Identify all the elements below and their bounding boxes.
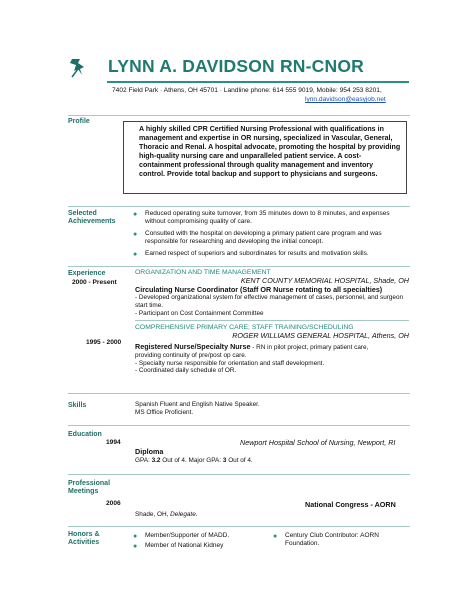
email-link[interactable]: lynn.davidson@easyjob.net [305,96,386,103]
job-detail: - Participant on Cost Containment Committee [135,309,264,317]
job-employer: KENT COUNTY MEMORIAL HOSPITAL, Shade, OH [240,276,409,285]
section-divider [68,425,410,426]
job-dates: 2000 - Present [72,279,117,286]
education-label: Education [68,431,102,438]
skills-label: Skills [68,402,87,409]
job-category: COMPREHENSIVE PRIMARY CARE; STAFF TRAINING/SCHEDULING [135,324,354,331]
profile-label: Profile [68,118,90,125]
school-name: Newport Hospital School of Nursing, Newport, RI [240,438,396,447]
bullet-icon: ● [273,533,278,540]
job-title: Circulating Nurse Coordinator (Staff OR Nurse rotating to all specialties) [135,285,383,294]
experience-label: Experience [68,270,106,277]
meeting-event: National Congress - AORN [305,500,396,509]
honors-list-left [131,532,261,554]
header-rule [107,81,409,83]
job-dates: 1995 - 2000 [86,339,122,346]
job-employer: ROGER WILLIAMS GENERAL HOSPITAL, Athens, OH [232,331,409,340]
skill-item: MS Office Proficient. [135,408,194,416]
job-detail: - Coordinated daily schedule of OR. [135,367,237,375]
bullet-icon: ● [133,543,138,551]
meeting-year: 2006 [106,500,121,507]
bullet-icon: ● [133,231,138,239]
profile-text: A highly skilled CPR Certified Nursing Professional with qualifications in management and expertise in OR nursing, specialized in Vascular, General, Thoracic and Renal. A hospital advocate, promoting the hospital by providing high-quality nursing care and unparalleled patient service. A cost-containment professional through quality management and inventory control. Provide total backup and support to physicians and surgeons. [139,125,401,178]
job-detail: providing continuity of pre/post op care. [135,351,247,359]
section-divider [68,474,410,475]
honors-list-right [271,532,409,552]
bullet-icon: ● [133,533,138,540]
job-entry [135,324,409,375]
section-divider [68,206,410,207]
job-title: Registered Nurse/Specialty Nurse [135,342,251,351]
pushpin-icon [68,57,90,79]
gpa-line: GPA: 3.2 Out of 4. Major GPA: 3 Out of 4. [135,457,253,464]
section-divider [68,115,410,116]
bullet-icon: ● [133,251,138,259]
list-item: ● Earned respect of superiors and subordinates for results and motivation skills. [133,250,369,259]
subsection-divider [135,320,409,321]
list-item: ● Century Club Contributor: AORN Foundation. [273,532,379,548]
skill-item: Spanish Fluent and English Native Speaker. [135,401,260,408]
job-entry [135,269,409,317]
section-divider [68,266,410,267]
degree: Diploma [135,447,164,456]
profile-box [123,121,407,194]
achievements-label: Selected Achievements [68,210,116,225]
resume-name: LYNN A. DAVIDSON RN-CNOR [108,56,364,76]
list-item: ● Consulted with the hospital on developing a primary patient care program and was responsible for researching and developing the initial concept. [133,230,382,246]
job-title-suffix: - RN in pilot project, primary patient care, [250,344,369,351]
bullet-icon: ● [133,211,138,218]
list-item: ● Member/Supporter of MADD. [133,532,230,540]
list-item: ● Reduced operating suite turnover, from 35 minutes down to 8 minutes, and expenses without compromising quality of care. [133,210,390,226]
section-divider [68,526,410,527]
contact-line: 7402 Field Park · Athens, OH 45701 · Landline phone: 614 555 9019, Mobile: 954 253 8201, [112,87,382,94]
job-category: ORGANIZATION AND TIME MANAGEMENT [135,269,271,276]
skills-list [135,401,260,417]
list-item: ● Member of National Kidney [133,542,224,551]
achievements-list [131,210,409,262]
meeting-location: Shade, OH, Delegate. [135,511,198,518]
honors-label: Honors & Activities [68,531,100,546]
section-divider [68,393,410,394]
job-detail: - Specialty nurse responsible for orientation and staff development. [135,359,325,367]
education-year: 1994 [106,439,121,446]
meetings-label: Professional Meetings [68,480,111,495]
job-detail: - Developed organizational system for effective management of cases, personnel, and surgeon start time. [135,294,404,309]
